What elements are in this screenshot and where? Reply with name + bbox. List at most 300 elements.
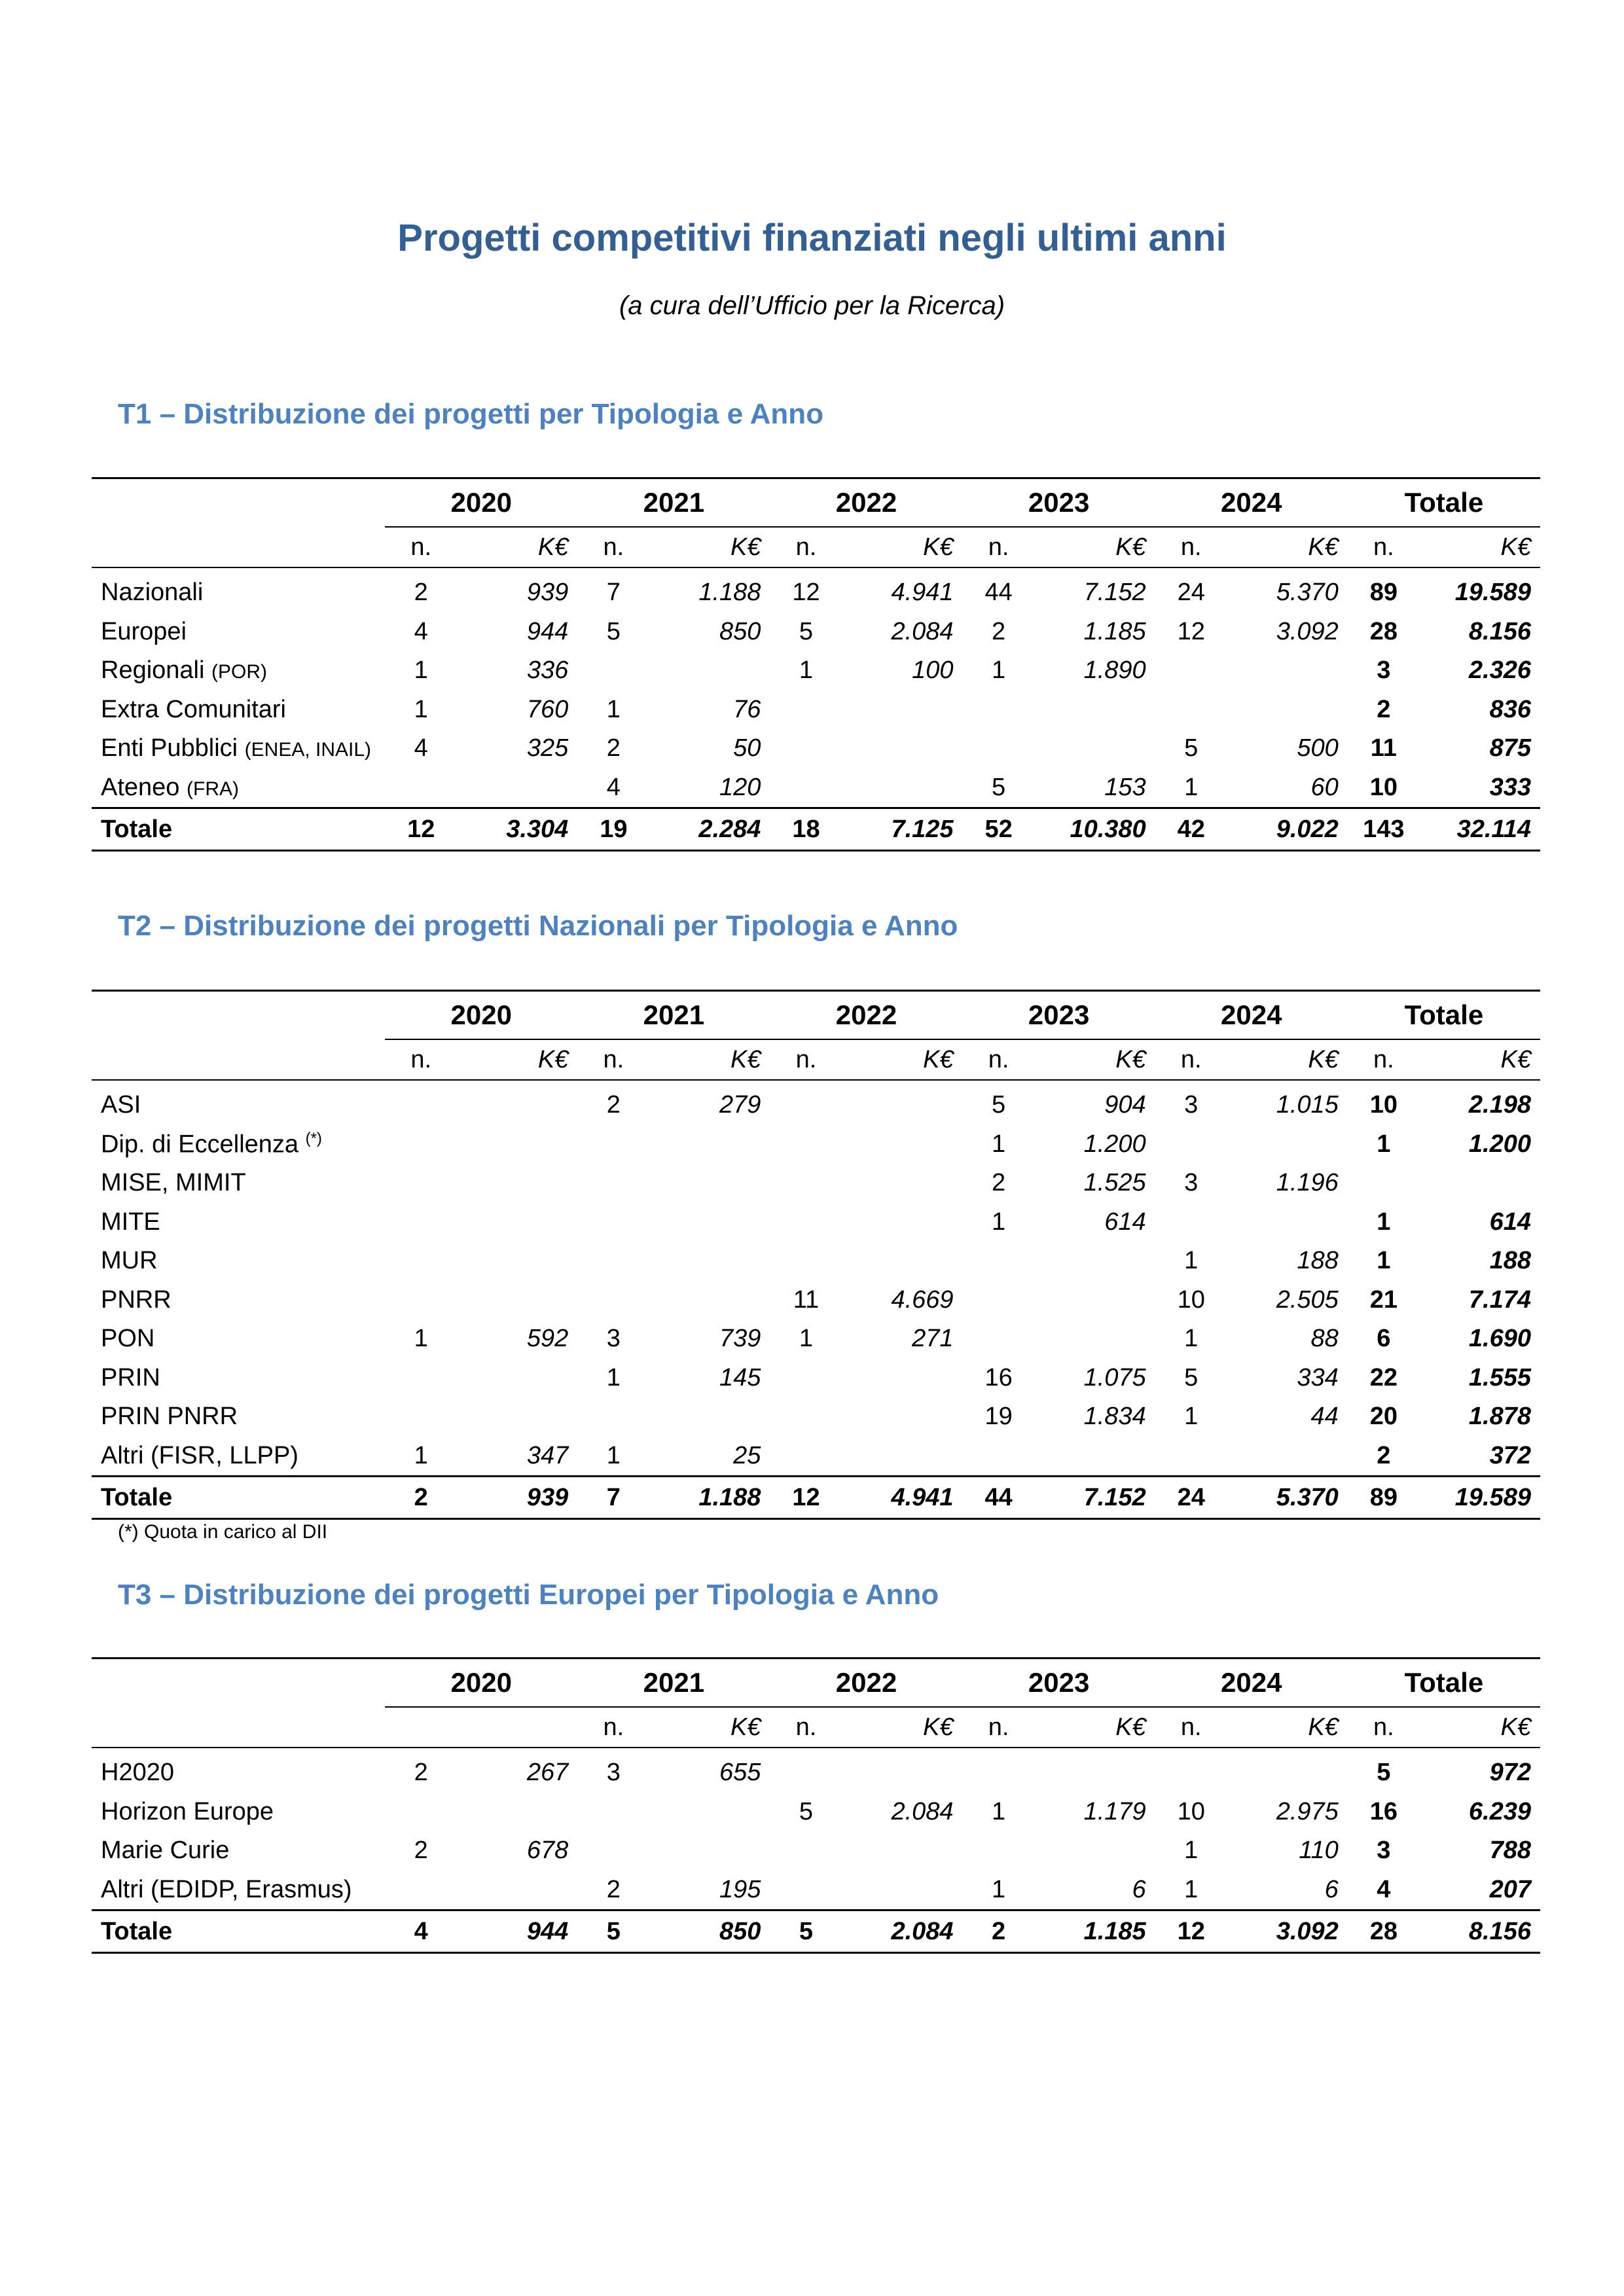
amount-cell: 145 <box>719 1363 761 1391</box>
count-cell: 1 <box>606 1363 621 1391</box>
unit-n: n. <box>577 1039 649 1080</box>
year-header: 2022 <box>770 478 962 528</box>
amount-cell <box>842 1125 962 1164</box>
count-cell: 1 <box>992 1130 1006 1158</box>
count-cell: 5 <box>799 1797 814 1825</box>
unit-n: n. <box>770 1039 842 1080</box>
count-cell: 1 <box>992 656 1006 685</box>
corner-cell <box>92 1707 385 1748</box>
amount-cell: 1.185 <box>1083 617 1146 645</box>
count-cell: 1 <box>992 1797 1006 1825</box>
amount-cell: 6 <box>1132 1875 1146 1903</box>
row-label <box>92 1281 385 1320</box>
row-label <box>92 729 385 768</box>
row-label-text: MITE <box>101 1208 160 1236</box>
row-label-text: MUR <box>101 1247 158 1275</box>
count-cell: 5 <box>992 1091 1006 1119</box>
grand-total-amount: 19.589 <box>1420 1477 1540 1519</box>
table-row <box>92 1871 1540 1910</box>
count-cell: 2 <box>606 734 621 762</box>
row-label-text: H2020 <box>101 1759 174 1787</box>
table-row <box>92 1831 1540 1871</box>
total-label: Totale <box>92 1910 385 1953</box>
total-count-cell: 7 <box>577 1477 649 1519</box>
row-label <box>92 1164 385 1203</box>
row-label-text: Ateneo <box>101 773 187 801</box>
count-cell: 1 <box>799 656 814 685</box>
year-header: 2024 <box>1155 478 1348 528</box>
amount-cell: 279 <box>719 1091 761 1119</box>
row-total-count: 4 <box>1377 1875 1391 1903</box>
count-cell: 1 <box>1184 1875 1199 1903</box>
amount-cell: 2.505 <box>1276 1285 1339 1314</box>
year-header: 2021 <box>577 1659 770 1708</box>
row-total-count: 10 <box>1369 773 1398 801</box>
row-label-text: Dip. di Eccellenza <box>101 1130 306 1158</box>
table-row <box>92 1125 1540 1164</box>
amount-cell: 195 <box>719 1875 761 1903</box>
count-cell <box>577 1793 649 1832</box>
total-header: Totale <box>1348 1659 1540 1708</box>
amount-cell: 2.975 <box>1276 1797 1339 1825</box>
amount-cell <box>649 1793 770 1832</box>
row-total-amount: 1.200 <box>1468 1130 1531 1158</box>
amount-cell: 44 <box>1310 1403 1339 1431</box>
amount-cell: 336 <box>526 656 569 685</box>
corner-cell <box>92 991 385 1040</box>
count-cell: 1 <box>414 1325 428 1353</box>
amount-cell: 1.200 <box>1083 1130 1146 1158</box>
t1-body <box>92 567 1540 851</box>
count-cell <box>770 1203 842 1242</box>
amount-cell: 500 <box>1297 734 1339 762</box>
table-row <box>92 1748 1540 1793</box>
row-total-amount: 788 <box>1489 1837 1531 1865</box>
count-cell <box>1155 1437 1227 1477</box>
count-cell: 1 <box>1184 1325 1199 1353</box>
amount-cell <box>1035 1319 1155 1359</box>
amount-cell <box>842 768 962 808</box>
row-label-text: Horizon Europe <box>101 1797 274 1825</box>
row-label-text: PRIN <box>101 1363 160 1391</box>
count-cell: 5 <box>1184 734 1199 762</box>
row-label <box>92 1319 385 1359</box>
row-total-amount: 972 <box>1489 1759 1531 1787</box>
count-cell <box>770 1831 842 1871</box>
row-total-count: 22 <box>1369 1363 1398 1391</box>
year-header: 2023 <box>963 1659 1155 1708</box>
count-cell <box>385 1871 457 1910</box>
unit-k: K€ <box>457 1039 577 1080</box>
unit-n: n. <box>1348 527 1420 567</box>
count-cell <box>963 691 1035 730</box>
unit-n: n. <box>385 527 457 567</box>
count-cell: 1 <box>1184 1403 1199 1431</box>
amount-cell: 944 <box>526 617 569 645</box>
count-cell: 3 <box>606 1759 621 1787</box>
amount-cell <box>842 1871 962 1910</box>
year-header: 2023 <box>963 478 1155 528</box>
row-label <box>92 1831 385 1871</box>
amount-cell: 347 <box>526 1441 569 1469</box>
unit-n: n. <box>577 1707 649 1748</box>
count-cell: 2 <box>414 1759 428 1787</box>
count-cell <box>385 768 457 808</box>
amount-cell <box>1035 691 1155 730</box>
unit-k: K€ <box>457 527 577 567</box>
total-count-cell: 19 <box>577 808 649 851</box>
count-cell: 2 <box>414 1837 428 1865</box>
unit-k: K€ <box>649 1707 770 1748</box>
table-row <box>92 1319 1540 1359</box>
total-count-cell: 44 <box>963 1477 1035 1519</box>
amount-cell <box>457 768 577 808</box>
unit-k: K€ <box>1035 1707 1155 1748</box>
amount-cell <box>649 1242 770 1281</box>
year-header: 2020 <box>385 478 577 528</box>
count-cell <box>385 1281 457 1320</box>
amount-cell: 4.669 <box>891 1285 954 1314</box>
t3-body <box>92 1748 1540 1953</box>
count-cell <box>385 1203 457 1242</box>
row-total-count: 20 <box>1369 1403 1398 1431</box>
count-cell: 1 <box>1184 1837 1199 1865</box>
count-cell: 4 <box>414 617 428 645</box>
count-cell: 16 <box>984 1363 1013 1391</box>
total-header: Totale <box>1348 991 1540 1040</box>
amount-cell <box>1227 1125 1348 1164</box>
unit-k: K€ <box>1227 1039 1348 1080</box>
amount-cell: 7.152 <box>1083 579 1146 607</box>
unit-n: n. <box>963 527 1035 567</box>
table-row <box>92 768 1540 808</box>
unit-k: K€ <box>1035 527 1155 567</box>
count-cell <box>770 1871 842 1910</box>
table-row <box>92 613 1540 652</box>
total-amount-cell: 9.022 <box>1227 808 1348 851</box>
total-header: Totale <box>1348 478 1540 528</box>
row-label-note: (ENEA, INAIL) <box>244 739 372 761</box>
year-header: 2020 <box>385 991 577 1040</box>
amount-cell <box>457 1242 577 1281</box>
count-cell <box>770 1080 842 1125</box>
amount-cell: 592 <box>526 1325 569 1353</box>
footnote-marker: (*) <box>305 1129 322 1147</box>
count-cell <box>1155 651 1227 691</box>
row-label-text: ASI <box>101 1091 141 1119</box>
count-cell: 3 <box>1184 1169 1199 1197</box>
amount-cell: 4.941 <box>891 579 954 607</box>
count-cell: 44 <box>984 579 1013 607</box>
total-amount-cell: 7.152 <box>1035 1477 1155 1519</box>
count-cell <box>577 1164 649 1203</box>
count-cell: 1 <box>992 1208 1006 1236</box>
amount-cell <box>649 1831 770 1871</box>
total-count-cell: 5 <box>770 1910 842 1953</box>
amount-cell: 60 <box>1310 773 1339 801</box>
total-amount-cell: 3.304 <box>457 808 577 851</box>
footnote: (*) Quota in carico al DII <box>118 1521 328 1543</box>
count-cell <box>577 1242 649 1281</box>
row-total-count: 2 <box>1377 695 1391 723</box>
row-total-amount: 7.174 <box>1468 1285 1531 1314</box>
unit-n: n. <box>1155 1039 1227 1080</box>
row-label <box>92 1748 385 1793</box>
row-label-text: PRIN PNRR <box>101 1403 238 1431</box>
count-cell: 5 <box>992 773 1006 801</box>
row-total-amount: 188 <box>1489 1247 1531 1275</box>
row-total-count: 89 <box>1369 579 1398 607</box>
amount-cell: 678 <box>526 1837 569 1865</box>
row-label-text: Extra Comunitari <box>101 695 286 723</box>
amount-cell <box>649 651 770 691</box>
row-total-amount: 614 <box>1489 1208 1531 1236</box>
row-label-text: MISE, MIMIT <box>101 1169 246 1197</box>
amount-cell <box>842 1359 962 1398</box>
count-cell <box>385 1164 457 1203</box>
count-cell <box>963 1748 1035 1793</box>
amount-cell: 110 <box>1299 1837 1339 1865</box>
row-label <box>92 691 385 730</box>
count-cell: 10 <box>1177 1797 1205 1825</box>
total-amount-cell: 2.284 <box>649 808 770 851</box>
row-label <box>92 1437 385 1477</box>
count-cell <box>770 1359 842 1398</box>
amount-cell <box>1035 1748 1155 1793</box>
row-total-count: 2 <box>1377 1441 1391 1469</box>
year-header: 2021 <box>577 478 770 528</box>
row-total-count: 28 <box>1369 617 1398 645</box>
row-total-amount: 6.239 <box>1468 1797 1531 1825</box>
total-count-cell: 4 <box>385 1910 457 1953</box>
count-cell: 10 <box>1177 1285 1205 1314</box>
amount-cell: 760 <box>526 695 569 723</box>
amount-cell <box>649 1203 770 1242</box>
unit-n: n. <box>770 1707 842 1748</box>
table-row <box>92 729 1540 768</box>
grand-total-amount: 32.114 <box>1420 808 1540 851</box>
count-cell <box>770 691 842 730</box>
count-cell: 7 <box>606 579 621 607</box>
t2-heading: T2 – Distribuzione dei progetti Nazionali per Tipologia e Anno <box>118 910 958 942</box>
row-total-amount: 875 <box>1489 734 1531 762</box>
unit-n: n. <box>577 527 649 567</box>
count-cell: 1 <box>992 1875 1006 1903</box>
total-row <box>92 1910 1540 1953</box>
amount-cell <box>457 1164 577 1203</box>
total-count-cell: 24 <box>1155 1477 1227 1519</box>
amount-cell <box>457 1793 577 1832</box>
total-row <box>92 1477 1540 1519</box>
total-label: Totale <box>92 1477 385 1519</box>
amount-cell: 1.525 <box>1083 1169 1146 1197</box>
row-total-count <box>1348 1164 1420 1203</box>
amount-cell <box>649 1164 770 1203</box>
count-cell <box>385 1793 457 1832</box>
amount-cell <box>842 1203 962 1242</box>
total-amount-cell: 7.125 <box>842 808 962 851</box>
row-label <box>92 613 385 652</box>
row-label <box>92 567 385 613</box>
corner-cell <box>92 1659 385 1708</box>
unit-n: n. <box>770 527 842 567</box>
page-title: Progetti competitivi finanziati negli ultimi anni <box>397 217 1227 259</box>
count-cell: 1 <box>1184 773 1199 801</box>
table-row <box>92 1397 1540 1437</box>
count-cell: 2 <box>606 1875 621 1903</box>
amount-cell: 1.196 <box>1276 1169 1339 1197</box>
amount-cell <box>1227 691 1348 730</box>
unit-n: n. <box>1348 1707 1420 1748</box>
corner-cell <box>92 478 385 528</box>
count-cell <box>1155 1125 1227 1164</box>
count-cell: 1 <box>606 695 621 723</box>
count-cell: 12 <box>792 579 820 607</box>
row-total-count: 1 <box>1377 1208 1391 1236</box>
unit-k: K€ <box>842 527 962 567</box>
row-total-count: 1 <box>1377 1247 1391 1275</box>
row-total-amount: 2.326 <box>1468 656 1531 685</box>
row-label <box>92 1871 385 1910</box>
row-total-amount: 836 <box>1489 695 1531 723</box>
amount-cell <box>842 1164 962 1203</box>
year-header: 2024 <box>1155 991 1348 1040</box>
total-label: Totale <box>92 808 385 851</box>
amount-cell: 655 <box>719 1759 761 1787</box>
total-amount-cell: 5.370 <box>1227 1477 1348 1519</box>
unit-n: n. <box>1155 527 1227 567</box>
total-count-cell: 5 <box>577 1910 649 1953</box>
total-count-cell: 12 <box>770 1477 842 1519</box>
row-total-count: 6 <box>1377 1325 1391 1353</box>
count-cell: 4 <box>414 734 428 762</box>
row-total-count: 21 <box>1369 1285 1398 1314</box>
t1-heading: T1 – Distribuzione dei progetti per Tipologia e Anno <box>118 398 824 430</box>
row-total-count: 3 <box>1377 1837 1391 1865</box>
count-cell <box>385 1125 457 1164</box>
count-cell <box>577 1203 649 1242</box>
count-cell: 24 <box>1177 579 1205 607</box>
row-total-amount: 1.555 <box>1468 1363 1531 1391</box>
row-total-amount: 19.589 <box>1454 579 1531 607</box>
count-cell <box>1155 691 1227 730</box>
amount-cell <box>457 1397 577 1437</box>
count-cell: 2 <box>414 579 428 607</box>
amount-cell: 188 <box>1297 1247 1339 1275</box>
count-cell <box>577 1281 649 1320</box>
grand-total-count: 89 <box>1348 1477 1420 1519</box>
total-count-cell: 42 <box>1155 808 1227 851</box>
table-row <box>92 1203 1540 1242</box>
t2-body <box>92 1080 1540 1519</box>
row-label-text: Nazionali <box>101 579 204 607</box>
count-cell <box>385 1397 457 1437</box>
row-total-count: 10 <box>1369 1091 1398 1119</box>
count-cell <box>770 1748 842 1793</box>
total-amount-cell: 939 <box>457 1477 577 1519</box>
row-total-count: 1 <box>1377 1130 1391 1158</box>
count-cell: 1 <box>1184 1247 1199 1275</box>
count-cell: 1 <box>606 1441 621 1469</box>
amount-cell <box>842 1242 962 1281</box>
total-amount-cell: 1.185 <box>1035 1910 1155 1953</box>
table-row <box>92 1242 1540 1281</box>
amount-cell: 1.188 <box>698 579 761 607</box>
amount-cell: 3.092 <box>1276 617 1339 645</box>
table-row <box>92 651 1540 691</box>
page-subtitle: (a cura dell’Ufficio per la Ricerca) <box>619 291 1005 320</box>
table-row <box>92 1080 1540 1125</box>
amount-cell <box>457 1871 577 1910</box>
amount-cell: 325 <box>526 734 569 762</box>
count-cell: 1 <box>414 656 428 685</box>
table-row <box>92 691 1540 730</box>
amount-cell <box>457 1359 577 1398</box>
row-label <box>92 1203 385 1242</box>
year-header: 2024 <box>1155 1659 1348 1708</box>
amount-cell <box>842 729 962 768</box>
amount-cell: 1.179 <box>1083 1797 1146 1825</box>
amount-cell <box>842 1397 962 1437</box>
unit-k: K€ <box>842 1707 962 1748</box>
count-cell: 1 <box>414 695 428 723</box>
count-cell <box>770 1125 842 1164</box>
amount-cell: 267 <box>526 1759 569 1787</box>
year-header: 2020 <box>385 1659 577 1708</box>
table-row <box>92 1793 1540 1832</box>
row-total-count: 11 <box>1370 734 1397 762</box>
count-cell: 12 <box>1177 617 1205 645</box>
amount-cell: 334 <box>1297 1363 1339 1391</box>
row-label-text: Europei <box>101 617 187 645</box>
row-total-amount <box>1420 1164 1540 1203</box>
row-label <box>92 768 385 808</box>
t2-table <box>92 990 1540 1520</box>
unit-k: K€ <box>842 1039 962 1080</box>
amount-cell: 1.890 <box>1083 656 1146 685</box>
row-total-amount: 333 <box>1489 773 1531 801</box>
row-total-amount: 1.878 <box>1468 1403 1531 1431</box>
count-cell <box>770 1242 842 1281</box>
count-cell <box>963 1437 1035 1477</box>
total-amount-cell: 3.092 <box>1227 1910 1348 1953</box>
count-cell <box>385 1242 457 1281</box>
row-total-amount: 372 <box>1489 1441 1531 1469</box>
count-cell <box>770 1397 842 1437</box>
row-label-text: Regionali <box>101 656 211 685</box>
unit-n: n. <box>385 1039 457 1080</box>
count-cell: 4 <box>606 773 621 801</box>
total-count-cell: 18 <box>770 808 842 851</box>
total-count-cell: 52 <box>963 808 1035 851</box>
amount-cell <box>842 1080 962 1125</box>
amount-cell <box>649 1281 770 1320</box>
count-cell <box>1155 1203 1227 1242</box>
amount-cell <box>649 1125 770 1164</box>
count-cell <box>963 729 1035 768</box>
count-cell <box>963 1242 1035 1281</box>
amount-cell <box>1227 651 1348 691</box>
total-count-cell: 12 <box>385 808 457 851</box>
amount-cell: 904 <box>1104 1091 1146 1119</box>
count-cell: 3 <box>1184 1091 1199 1119</box>
row-total-amount: 2.198 <box>1468 1091 1531 1119</box>
amount-cell: 50 <box>733 734 761 762</box>
unit-k: K€ <box>1420 527 1540 567</box>
row-total-count: 16 <box>1369 1797 1398 1825</box>
count-cell: 5 <box>606 617 621 645</box>
table-row <box>92 567 1540 613</box>
